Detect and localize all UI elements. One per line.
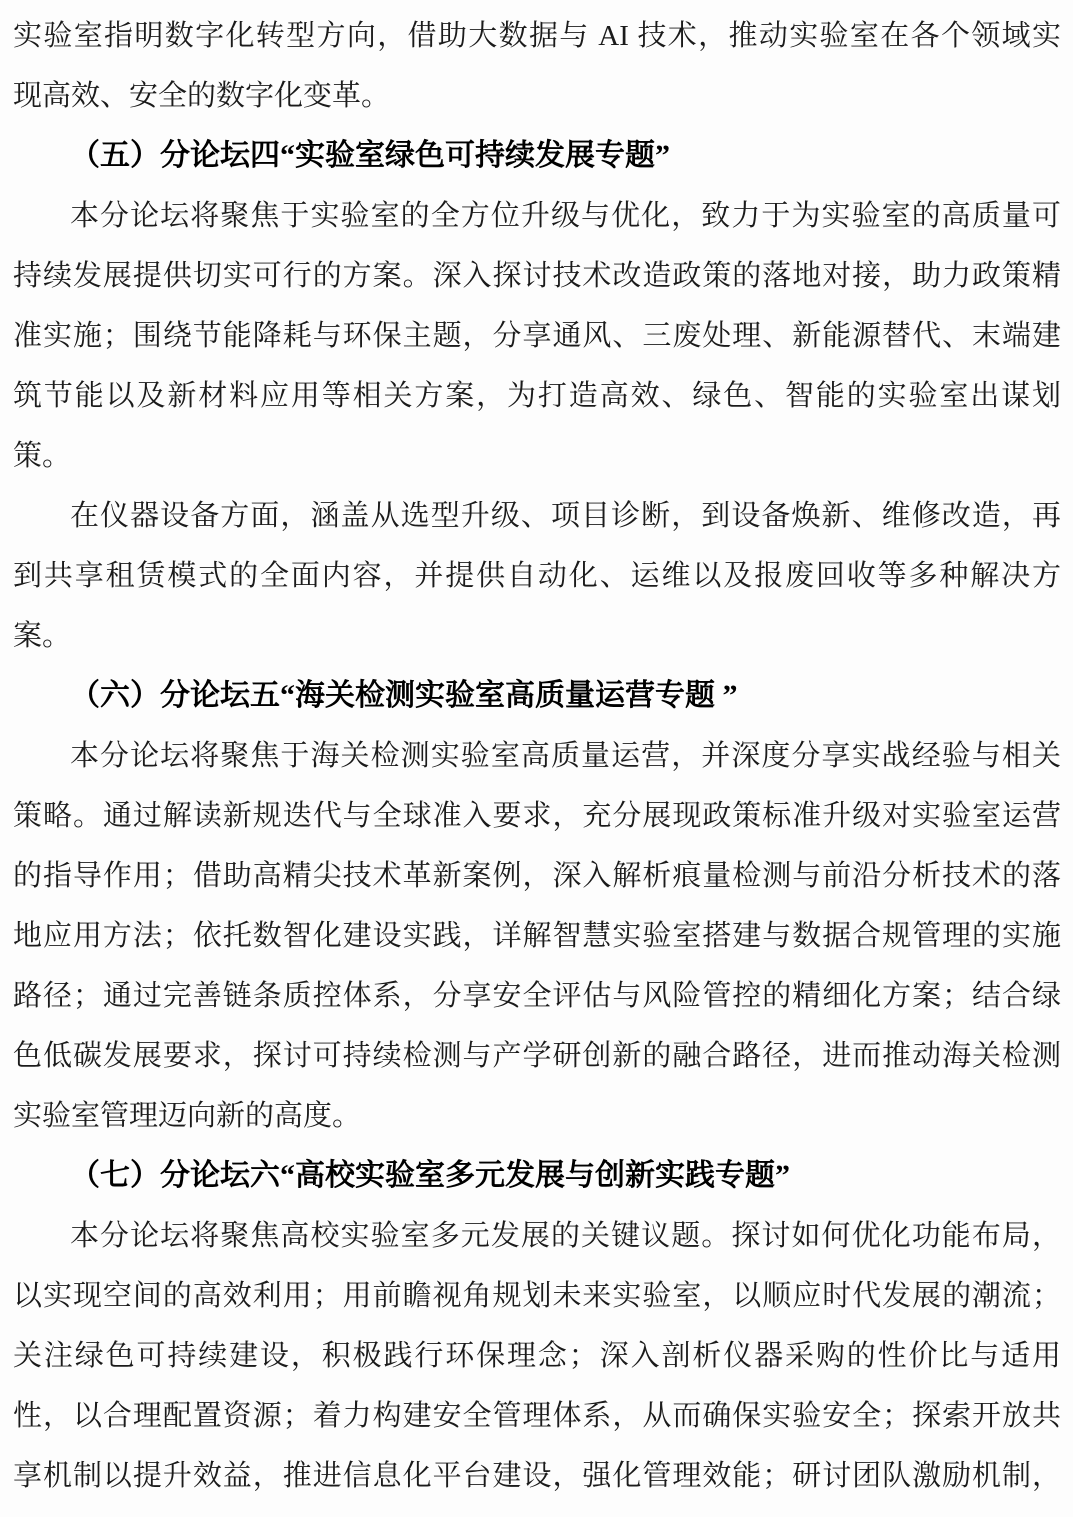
text-column — [13, 6, 1061, 1506]
body-text-line: 现高效、安全的数字化变革。 — [13, 80, 391, 112]
body-text-line: 实验室管理迈向新的高度。 — [13, 1100, 362, 1132]
body-text-line: 本分论坛将聚焦于海关检测实验室高质量运营，并深度分享实战经验与相关 — [70, 740, 1061, 772]
body-text-line: 关注绿色可持续建设，积极践行环保理念；深入剖析仪器采购的性价比与适用 — [13, 1340, 1061, 1372]
section-heading: （五）分论坛四“实验室绿色可持续发展专题” — [70, 139, 670, 172]
body-text-line: 筑节能以及新材料应用等相关方案，为打造高效、绿色、智能的实验室出谋划 — [13, 380, 1061, 412]
body-text-line: 策。 — [13, 440, 72, 472]
body-text-line: 在仪器设备方面，涵盖从选型升级、项目诊断，到设备焕新、维修改造，再 — [70, 500, 1061, 532]
body-text-line: 本分论坛将聚焦于实验室的全方位升级与优化，致力于为实验室的高质量可 — [70, 200, 1061, 232]
section-heading: （六）分论坛五“海关检测实验室高质量运营专题 ” — [70, 679, 738, 712]
body-text-line: 路径；通过完善链条质控体系，分享安全评估与风险管控的精细化方案；结合绿 — [13, 980, 1061, 1012]
section-heading: （七）分论坛六“高校实验室多元发展与创新实践专题” — [70, 1159, 790, 1192]
body-text-line: 色低碳发展要求，探讨可持续检测与产学研创新的融合路径，进而推动海关检测 — [13, 1040, 1061, 1072]
body-text-line: 持续发展提供切实可行的方案。深入探讨技术改造政策的落地对接，助力政策精 — [13, 260, 1061, 292]
body-text-line: 以实现空间的高效利用；用前瞻视角规划未来实验室，以顺应时代发展的潮流； — [13, 1280, 1061, 1312]
body-text-line: 策略。通过解读新规迭代与全球准入要求，充分展现政策标准升级对实验室运营 — [13, 800, 1061, 832]
body-text-line: 案。 — [13, 620, 72, 652]
body-text-line: 本分论坛将聚焦高校实验室多元发展的关键议题。探讨如何优化功能布局， — [70, 1220, 1061, 1252]
body-text-line: 的指导作用；借助高精尖技术革新案例，深入解析痕量检测与前沿分析技术的落 — [13, 860, 1061, 892]
body-text-line: 地应用方法；依托数智化建设实践，详解智慧实验室搭建与数据合规管理的实施 — [13, 920, 1061, 952]
body-text-line: 到共享租赁模式的全面内容，并提供自动化、运维以及报废回收等多种解决方 — [13, 560, 1061, 592]
body-text-line: 实验室指明数字化转型方向，借助大数据与 AI 技术，推动实验室在各个领域实 — [13, 20, 1061, 52]
body-text-line: 享机制以提升效益，推进信息化平台建设，强化管理效能；研讨团队激励机制， — [13, 1460, 1061, 1492]
body-text-line: 准实施；围绕节能降耗与环保主题，分享通风、三废处理、新能源替代、末端建 — [13, 320, 1061, 352]
body-text-line: 性，以合理配置资源；着力构建安全管理体系，从而确保实验安全；探索开放共 — [13, 1400, 1061, 1432]
